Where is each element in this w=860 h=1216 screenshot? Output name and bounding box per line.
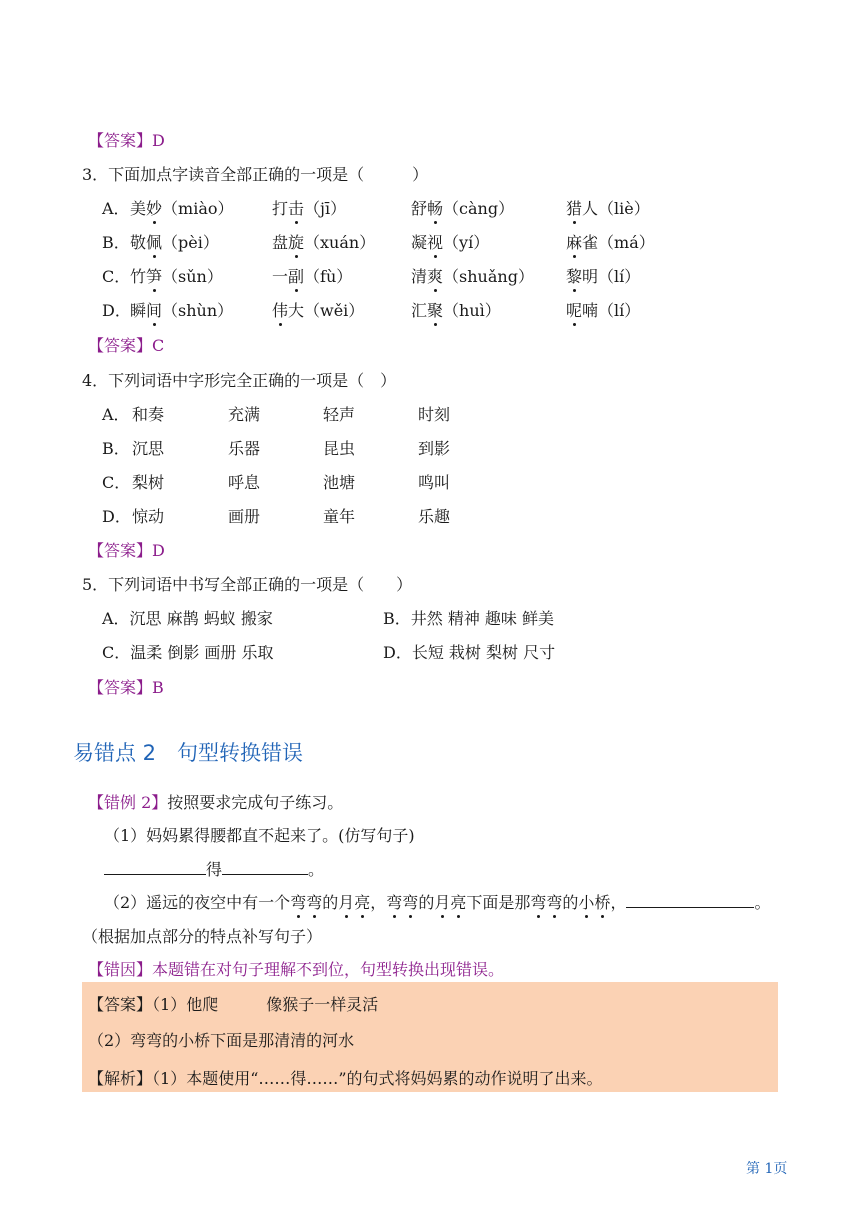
dotted-char: 伟 (272, 298, 288, 321)
option-word: 鸣叫 (418, 473, 451, 492)
option-letter: C． (102, 267, 131, 286)
option-word: 清爽（shuǎng） (411, 264, 534, 287)
page-number: 第 1页 (746, 1161, 788, 1177)
answer-box-line-3: 【解析】（1）本题使用“……得……”的句式将妈妈累的动作说明了出来。 (88, 1069, 603, 1088)
option-word: 麻雀（má） (566, 230, 655, 253)
option-word: 呼息 (228, 473, 261, 492)
dotted-char: 猎 (566, 196, 582, 219)
option-word: 梨树 (132, 473, 165, 492)
option-word: 乐趣 (418, 507, 451, 526)
option-word: 画册 (228, 507, 261, 526)
option-word: 池塘 (323, 473, 356, 492)
q5-option-d: D．长短 栽树 梨树 尺寸 (383, 643, 556, 662)
option-letter: B． (102, 233, 130, 252)
option-word: 敬佩（pèi） (130, 230, 219, 253)
q5-stem: 5．下列词语中书写全部正确的一项是（ ） (82, 575, 413, 594)
option-letter: C． (102, 473, 131, 492)
answer-box-line-2: （2）弯弯的小桥下面是那清清的河水 (88, 1031, 355, 1050)
dotted-text: 月亮 (434, 893, 466, 912)
option-word: 充满 (228, 405, 261, 424)
option-letter: A． (102, 199, 130, 218)
q5-answer: 【答案】B (88, 678, 164, 697)
section-title: 易错点 2 句型转换错误 (73, 741, 304, 765)
option-word: 伟大（wěi） (272, 298, 364, 321)
dotted-text: 弯弯 (530, 893, 562, 912)
option-word: 时刻 (418, 405, 451, 424)
error-reason: 【错因】本题错在对句子理解不到位，句型转换出现错误。 (88, 960, 505, 979)
option-word: 童年 (323, 507, 356, 526)
answer-blank[interactable] (104, 859, 206, 875)
dotted-text: 弯弯 (290, 893, 322, 912)
option-word: 沉思 (132, 439, 165, 458)
option-word: 舒畅（càng） (411, 196, 514, 219)
q5-option-c: C．温柔 倒影 画册 乐取 (102, 643, 274, 662)
answer-label: 【答案】 (88, 131, 153, 150)
q5-option-a: A．沉思 麻鹊 蚂蚁 搬家 (102, 609, 273, 628)
q4-answer: 【答案】D (88, 541, 165, 560)
option-letter: B． (102, 439, 130, 458)
dotted-char: 视 (427, 230, 443, 253)
option-word: 惊动 (132, 507, 165, 526)
option-letter: D． (102, 507, 131, 526)
option-word: 汇聚（huì） (411, 298, 501, 321)
dotted-char: 副 (288, 264, 304, 287)
option-word: 猎人（liè） (566, 196, 650, 219)
dotted-text: 弯弯 (386, 893, 418, 912)
dotted-char: 呢 (566, 298, 582, 321)
dotted-char: 笋 (146, 264, 162, 287)
q2-answer: 【答案】D (88, 131, 165, 150)
option-word: 盘旋（xuán） (272, 230, 375, 253)
dotted-char: 佩 (146, 230, 162, 253)
option-word: 到影 (418, 439, 451, 458)
dotted-char: 黎 (566, 264, 582, 287)
option-word: 一副（fù） (272, 264, 352, 287)
dotted-text: 小桥 (578, 893, 610, 912)
answer-blank[interactable] (222, 859, 308, 875)
option-letter: D． (102, 301, 131, 320)
option-word: 轻声 (323, 405, 356, 424)
q5-option-b: B．井然 精神 趣味 鲜美 (383, 609, 555, 628)
dotted-text: 月亮 (338, 893, 370, 912)
option-word: 凝视（yí） (411, 230, 489, 253)
answer-blank[interactable] (626, 892, 754, 908)
answer-box-line-1: 【答案】（1）他爬 像猴子一样灵活 (88, 995, 379, 1014)
option-word: 打击（jī） (272, 196, 346, 219)
dotted-char: 击 (288, 196, 304, 219)
option-word: 呢喃（lí） (566, 298, 640, 321)
example-tag: 【错例 2】 (88, 793, 168, 812)
q3-answer: 【答案】C (88, 336, 165, 355)
dotted-char: 妙 (146, 196, 162, 219)
dotted-char: 爽 (427, 264, 443, 287)
option-letter: A． (102, 405, 130, 424)
dotted-char: 麻 (566, 230, 582, 253)
example-question: 【错例 2】按照要求完成句子练习。 (88, 793, 344, 812)
dotted-char: 旋 (288, 230, 304, 253)
example-item-2-note: （根据加点部分的特点补写句子） (82, 927, 323, 946)
dotted-char: 聚 (427, 298, 443, 321)
dotted-char: 畅 (427, 196, 443, 219)
q4-stem: 4．下列词语中字形完全正确的一项是（ ） (82, 371, 397, 390)
example-item-1-blanks: 得 。 (104, 857, 324, 880)
option-word: 和奏 (132, 405, 165, 424)
option-word: 乐器 (228, 439, 261, 458)
example-item-2: （2）遥远的夜空中有一个弯弯的月亮，弯弯的月亮下面是那弯弯的小桥， 。 (104, 890, 770, 913)
dotted-char: 间 (146, 298, 162, 321)
option-word: 昆虫 (323, 439, 356, 458)
option-word: 瞬间（shùn） (130, 298, 233, 321)
q3-stem: 3．下面加点字读音全部正确的一项是（ ） (82, 165, 429, 184)
option-word: 黎明（lí） (566, 264, 640, 287)
example-item-1: （1）妈妈累得腰都直不起来了。(仿写句子) (104, 826, 415, 845)
option-word: 美妙（miào） (130, 196, 234, 219)
option-word: 竹笋（sǔn） (130, 264, 223, 287)
